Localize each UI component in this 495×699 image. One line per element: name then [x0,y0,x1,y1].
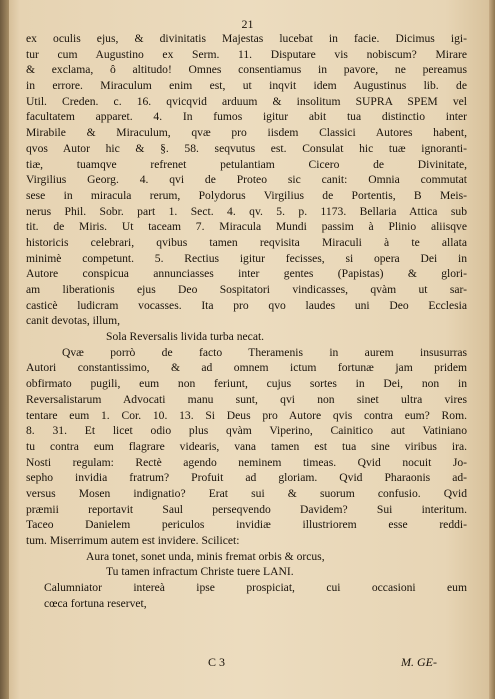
signature-mark: C 3 [208,655,226,669]
text-line: tu contra eum flagrare videaris, vana tamen est tua sine viribus ira. [26,439,467,453]
verse-line: Aura tonet, sonet unda, minis fremat orbis & orcus, [86,549,325,563]
text-line: cœca fortuna reservet, [44,596,147,610]
catchword: M. GE- [401,655,437,669]
text-line: præmii reportavit Saul perseqvendo Davidem? Sui interitum. [26,502,467,516]
text-line: Autori constantissimo, & ad omnem ictum fortunæ jam pridem [26,361,467,375]
text-line: Mirabile & Miraculum, qvæ pro iisdem Classici Autores habent, [26,126,467,140]
text-line: 8. 31. Et licet odio plus qvàm Viperino, Cainitico aut Vatiniano [26,424,467,438]
text-line: tum. Miserrimum autem est invidere. Scilicet: [26,534,240,547]
text-line: nerus Phil. Sobr. part 1. Sect. 4. qv. 5. p. 1173. Bellaria Attica sub [26,204,467,218]
text-line: Calumniator intereà ipse prospiciat, cui occasioni eum [44,581,467,595]
text-line: Qvæ porrò de facto Theramenis in aurem insusurras [62,345,467,359]
text-line: ex oculis ejus, & divinitatis Majestas lucebat in facie. Dicimus igi- [26,32,467,45]
body-text [26,31,467,611]
verse-line: Sola Reversalis livida turba necat. [106,330,265,344]
text-line: Util. Creden. c. 16. qvicqvid arduum & insolitum SUPRA SPEM vel [26,94,467,108]
text-line: Nosti regulam: Rectè agendo neminem timeas. Qvid nocuit Jo- [26,455,467,469]
text-line: Reversalistarum Advocati manu sunt, qvi non sinet ultra vires [26,392,467,406]
text-line: sese in miracula rerum, Polydorus Virgilius de Portentis, B Meis- [26,188,467,202]
text-line: qvos Autor hic & §. 58. seqvutus est. Consulat hic tuæ ignoranti- [26,141,467,155]
text-line: tur cum Augustino ex Serm. 11. Disputare vis nobiscum? Mirare [26,47,467,61]
verse-line: Tu tamen infractum Christe tuere LANI. [106,565,294,579]
text-line: am liberationis ejus Deo Sospitatori vindicasses, qvàm ut sar- [26,283,467,296]
text-line: versus Mosen indignatio? Erat sui & suorum confusio. Qvid [26,486,467,500]
page-gutter-shadow [0,0,9,699]
text-line: casticè ludicram vocasses. Ita pro qvo laudes uni Deo Ecclesia [26,298,467,312]
text-line: facultatem apparet. 4. In fumos igitur abit tua distinctio inter [26,110,467,124]
text-line: tit. de Miris. Ut taceam 7. Miracula Mundi passim à Plinio aliisqve [26,220,467,234]
text-line: Taceo Danielem periculos invidiæ illustriorem esse reddi- [26,518,467,532]
text-line: canit devotas, illum, [26,314,121,328]
text-line: tentare eum 1. Cor. 10. 13. Si Deus pro Autore qvis contra eum? Rom. [26,408,467,422]
text-line: Virgilius Georg. 4. qvi de Proteo sic canit: Omnia commutat [26,173,467,187]
text-line: historicis celebrari, qvibus tamen reqvisita Miraculi à te allata [26,235,467,249]
text-line: in errore. Miraculum enim est, ut inqvit idem Augustinus lib. de [26,79,467,93]
page-edge-shadow [489,0,495,699]
page-number: 21 [241,17,254,31]
text-line: Autore conspicua annunciasses inter gentes (Papistas) & glori- [26,267,467,281]
text-line: & exclama, ô altitudo! Omnes consentiamus in pavore, ne pereamus [26,63,467,77]
text-line: minimè competunt. 5. Rectius igitur fecisses, si opera Dei in [26,251,467,265]
text-line: tiæ, tuamqve refrenet petulantiam Cicero de Divinitate, [26,157,467,171]
text-line: obfirmato pugili, eum non feriunt, cujus sortes in Dei, non in [26,377,467,391]
text-line: sepho invidia fratrum? Profuit ad gloriam. Qvid Pharaonis ad- [26,471,467,485]
